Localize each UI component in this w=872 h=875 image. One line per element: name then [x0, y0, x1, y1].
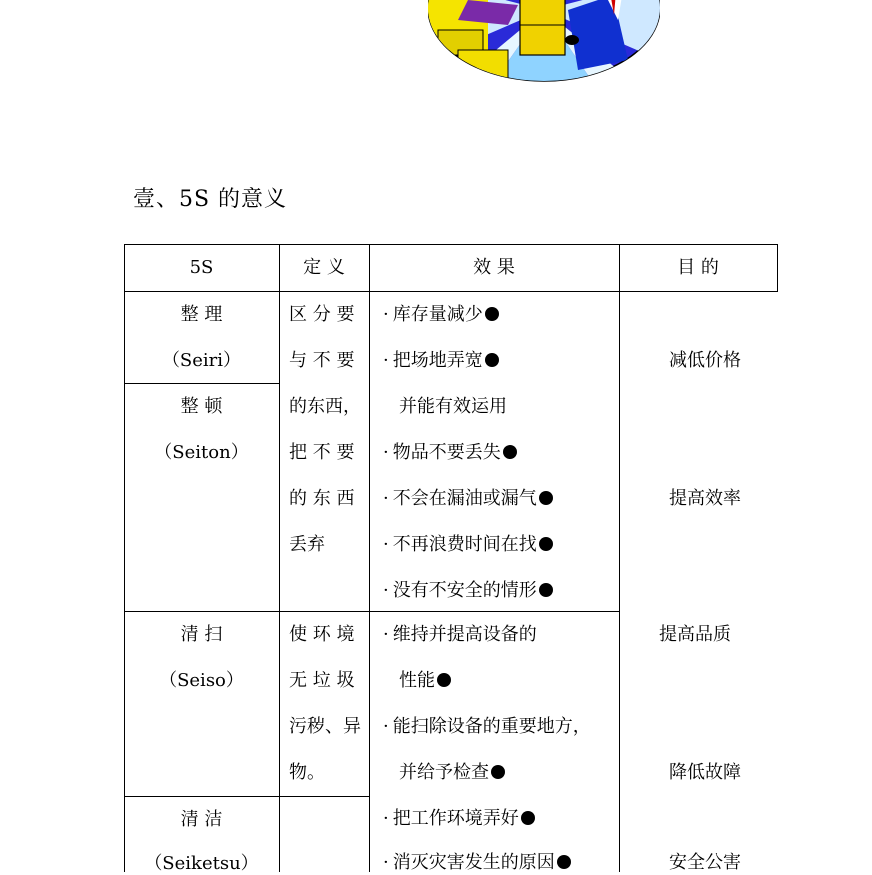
effect-item: · 把工作环境弄好 — [383, 808, 535, 830]
header-purpose: 目 的 — [677, 257, 719, 278]
item-seiketsu-en: （Seiketsu） — [144, 853, 259, 874]
bullet-dot-icon — [485, 353, 499, 367]
bullet-dot-icon — [557, 855, 571, 869]
effect-item: · 库存量减少 — [383, 304, 499, 326]
purpose-item: 提高效率 — [669, 488, 741, 509]
item-seiso-en: （Seiso） — [159, 670, 244, 691]
bullet-dot-icon — [521, 811, 535, 825]
definition-line: 与 不 要 — [289, 350, 355, 371]
definition-line: 把 不 要 — [289, 442, 355, 463]
effect-item-continuation: 并能有效运用 — [399, 396, 507, 417]
purpose-item: 降低故障 — [669, 762, 741, 783]
definition-line: 污秽、异 — [289, 716, 361, 737]
definition-line: 使 环 境 — [289, 624, 355, 645]
effect-item: · 消灭灾害发生的原因 — [383, 852, 571, 874]
section-title: 壹、5S 的意义 — [133, 187, 288, 212]
purpose-item: 安全公害 — [669, 852, 741, 873]
bullet-dot-icon — [503, 445, 517, 459]
definition-line: 无 垃 圾 — [289, 670, 355, 691]
effect-item: · 没有不安全的情形 — [383, 580, 553, 602]
effect-item: · 维持并提高设备的 — [383, 624, 537, 646]
bullet-dot-icon — [539, 537, 553, 551]
effect-item: · 不再浪费时间在找 — [383, 534, 553, 556]
bullet-dot-icon — [437, 673, 451, 687]
item-seiri-en: （Seiri） — [161, 350, 242, 371]
header-definition: 定 义 — [303, 257, 345, 278]
effect-item-continuation: 性能 — [399, 670, 451, 692]
purpose-item: 提高品质 — [659, 624, 731, 645]
item-seiso-cn: 清 扫 — [180, 624, 223, 645]
definition-line: 的 东 西 — [289, 488, 355, 509]
header-effect: 效 果 — [473, 257, 515, 278]
definition-line: 的东西， — [289, 396, 361, 417]
clipart-illustration — [428, 0, 660, 82]
item-seiketsu-cn: 清 洁 — [180, 809, 223, 830]
definition-line: 丢弃 — [289, 534, 325, 555]
effect-item-continuation: 并给予检查 — [399, 762, 505, 784]
item-seiton-cn: 整 顿 — [180, 396, 223, 417]
definition-line: 区 分 要 — [289, 304, 355, 325]
bullet-dot-icon — [539, 583, 553, 597]
definition-line: 物。 — [289, 762, 325, 783]
effect-item: · 物品不要丢失 — [383, 442, 517, 464]
purpose-item: 减低价格 — [669, 350, 741, 371]
bullet-dot-icon — [485, 307, 499, 321]
bullet-dot-icon — [491, 765, 505, 779]
effect-item: · 不会在漏油或漏气 — [383, 488, 553, 510]
effect-item: · 能扫除设备的重要地方， — [383, 716, 591, 738]
effect-item: · 把场地弄宽 — [383, 350, 499, 372]
bullet-dot-icon — [539, 491, 553, 505]
header-5s: 5S — [189, 257, 214, 278]
item-seiton-en: （Seiton） — [154, 442, 249, 463]
item-seiri-cn: 整 理 — [180, 304, 223, 325]
